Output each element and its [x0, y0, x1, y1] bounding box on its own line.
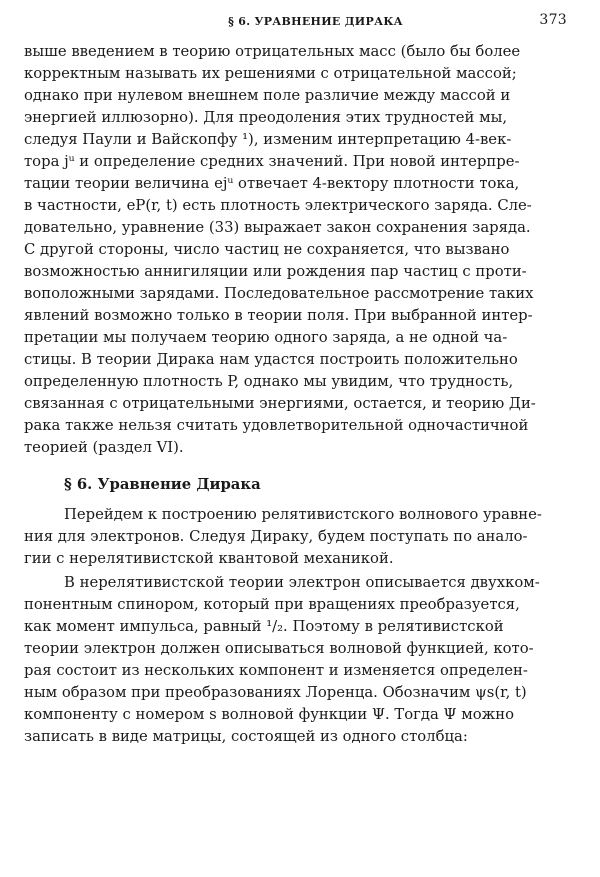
- text-line: гии с нерелятивистской квантовой механикой.: [24, 550, 394, 567]
- text-line: рака также нельзя считать удовлетворительной одночастичной: [24, 417, 529, 434]
- text-line: следуя Паули и Вайскопфу ¹), изменим интерпретацию 4-век-: [24, 131, 512, 148]
- text-line: ния для электронов. Следуя Дираку, будем поступать по анало-: [24, 528, 528, 545]
- text-line: В нерелятивистской теории электрон описывается двухком-: [64, 574, 540, 591]
- text-line: С другой стороны, число частиц не сохраняется, что вызвано: [24, 241, 510, 258]
- text-line: компоненту с номером s волновой функции Ψ. Тогда Ψ можно: [24, 706, 515, 723]
- text-line: воположными зарядами. Последовательное рассмотрение таких: [24, 285, 534, 302]
- text-line: однако при нулевом внешнем поле различие между массой и: [24, 87, 511, 104]
- text-line: довательно, уравнение (33) выражает закон сохранения заряда.: [24, 219, 531, 236]
- running-title: § 6. УРАВНЕНИЕ ДИРАКА: [228, 15, 403, 28]
- text-line: ным образом при преобразованиях Лоренца. Обозначим ψs(r, t): [24, 684, 527, 701]
- section-heading: § 6. Уравнение Дирака: [64, 476, 261, 493]
- text-line: тора jᵘ и определение средних значений. При новой интерпре-: [24, 153, 520, 170]
- text-line: корректным называть их решениями с отрицательной массой;: [24, 65, 517, 82]
- text-line: тации теории величина ejᵘ отвечает 4-вектору плотности тока,: [24, 175, 520, 192]
- text-line: выше введением в теорию отрицательных масс (было бы более: [24, 43, 521, 60]
- text-line: в частности, eP(r, t) есть плотность электрического заряда. Сле-: [24, 197, 532, 214]
- text-line: определенную плотность P, однако мы увидим, что трудность,: [24, 373, 514, 390]
- text-line: связанная с отрицательными энергиями, остается, и теорию Ди-: [24, 395, 536, 412]
- text-line: энергией иллюзорно). Для преодоления этих трудностей мы,: [24, 109, 508, 126]
- text-line: возможностью аннигиляции или рождения пар частиц с проти-: [24, 263, 527, 280]
- running-head: [64, 12, 567, 32]
- text-line: теории электрон должен описываться волновой функцией, кото-: [24, 640, 534, 657]
- text-line: понентным спинором, который при вращениях преобразуется,: [24, 596, 520, 613]
- page-number: 373: [539, 12, 567, 28]
- text-line: стицы. В теории Дирака нам удастся построить положительно: [24, 351, 518, 368]
- text-line: рая состоит из нескольких компонент и изменяется определен-: [24, 662, 528, 679]
- text-line: Перейдем к построению релятивистского волнового уравне-: [64, 506, 542, 523]
- text-line: явлений возможно только в теории поля. При выбранной интер-: [24, 307, 533, 324]
- text-line: как момент импульса, равный ¹/₂. Поэтому в релятивистской: [24, 618, 504, 635]
- text-line: теорией (раздел VI).: [24, 439, 184, 456]
- text-line: претации мы получаем теорию одного заряда, а не одной ча-: [24, 329, 508, 346]
- text-line: записать в виде матрицы, состоящей из одного столбца:: [24, 728, 468, 745]
